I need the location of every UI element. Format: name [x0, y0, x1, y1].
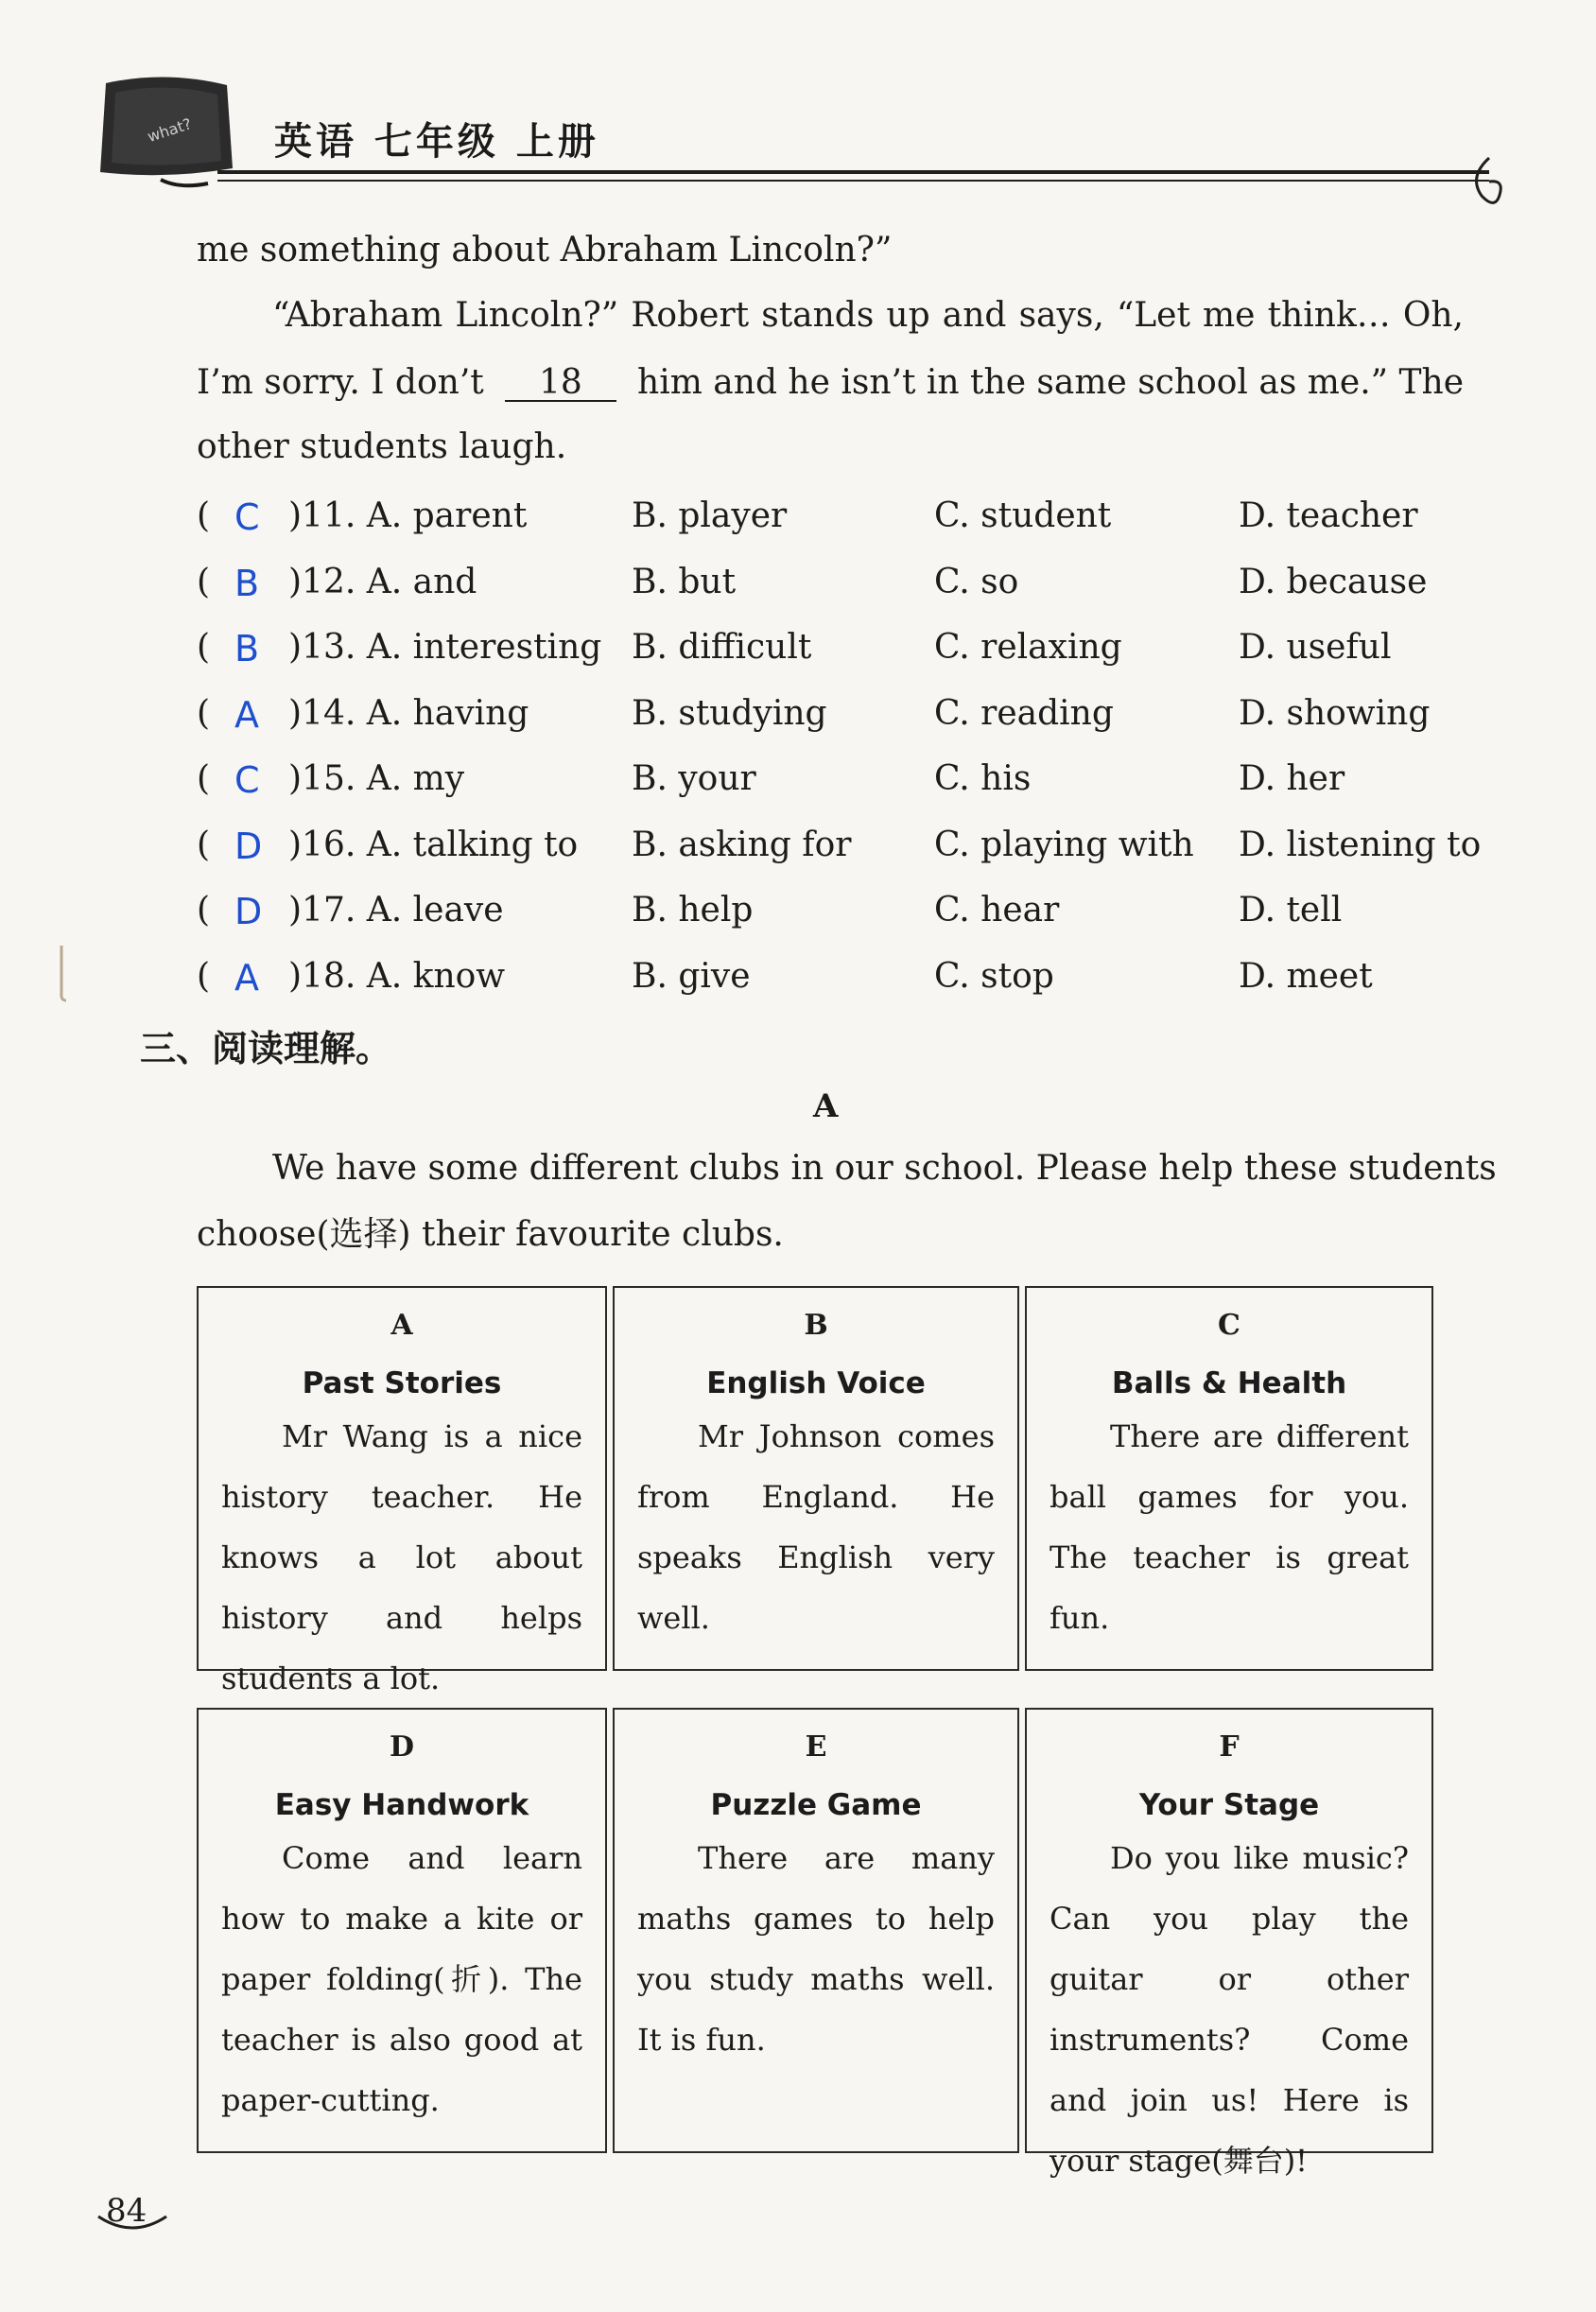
- answer-mark: C: [234, 759, 260, 801]
- option-d: D. useful: [1239, 628, 1392, 667]
- swirl-ornament-icon: [1461, 153, 1508, 219]
- club-title: Your Stage: [1138, 1788, 1320, 1822]
- passage-line-3-after: him and he isn’t in the same school as me.” The: [637, 363, 1464, 402]
- page-number: 84: [106, 2192, 147, 2230]
- club-description: There are many maths games to help you study maths well. It is fun.: [637, 1840, 995, 2058]
- margin-mark: [55, 946, 68, 1002]
- header-rule: [217, 170, 1489, 174]
- option-a: )17. A. leave: [288, 891, 504, 930]
- answer-mark: D: [234, 826, 263, 867]
- option-a: )14. A. having: [288, 694, 529, 733]
- club-description: Come and learn how to make a kite or paper folding(折). The teacher is also good at paper-cutting.: [221, 1840, 582, 2118]
- option-d: D. tell: [1239, 891, 1343, 930]
- club-description: There are different ball games for you. The teacher is great fun.: [1050, 1418, 1409, 1636]
- club-box: [1025, 1286, 1433, 1671]
- option-d: D. showing: [1239, 694, 1431, 733]
- club-title: Puzzle Game: [710, 1788, 922, 1822]
- option-a: )15. A. my: [288, 759, 465, 798]
- club-box: [613, 1708, 1019, 2153]
- answer-mark: A: [234, 957, 259, 999]
- club-title: English Voice: [706, 1366, 926, 1400]
- option-a: )13. A. interesting: [288, 628, 602, 667]
- passage-line-3: [197, 363, 1464, 402]
- club-box: [197, 1708, 607, 2153]
- option-c: C. so: [934, 563, 1019, 601]
- question-paren: (: [197, 826, 211, 864]
- passage-line-2-text: “Abraham Lincoln?” Robert stands up and says, “Let me think… Oh,: [272, 296, 1464, 335]
- option-a: )18. A. know: [288, 957, 506, 996]
- option-b: B. give: [632, 957, 751, 996]
- question-paren: (: [197, 957, 211, 996]
- club-box: [197, 1286, 607, 1696]
- logo-text: what?: [145, 114, 194, 147]
- option-d: D. meet: [1239, 957, 1373, 996]
- part-label: A: [813, 1087, 839, 1125]
- answer-mark: B: [234, 563, 260, 604]
- intro-line-1-text: We have some different clubs in our school. Please help these students: [272, 1149, 1497, 1188]
- passage-line-3-before: I’m sorry. I don’t: [197, 363, 484, 402]
- blank-18: 18: [505, 366, 616, 402]
- intro-line-2: choose(选择) their favourite clubs.: [197, 1215, 784, 1254]
- question-paren: (: [197, 694, 211, 733]
- club-letter: D: [389, 1730, 414, 1764]
- option-c: C. playing with: [934, 826, 1194, 864]
- option-d: D. listening to: [1239, 826, 1482, 864]
- option-c: C. stop: [934, 957, 1054, 996]
- answer-mark: D: [234, 891, 263, 932]
- question-paren: (: [197, 891, 211, 930]
- club-box: [613, 1286, 1019, 1671]
- passage-line-2: [272, 296, 1464, 335]
- option-d: D. teacher: [1239, 496, 1418, 535]
- club-title: Balls & Health: [1111, 1366, 1347, 1400]
- option-a: )16. A. talking to: [288, 826, 579, 864]
- option-c: C. relaxing: [934, 628, 1122, 667]
- option-c: C. student: [934, 496, 1112, 535]
- club-title: Easy Handwork: [274, 1788, 529, 1822]
- option-b: B. help: [632, 891, 754, 930]
- question-paren: (: [197, 628, 211, 667]
- option-b: B. player: [632, 496, 788, 535]
- club-letter: B: [804, 1309, 828, 1342]
- club-letter: F: [1219, 1730, 1240, 1764]
- club-description: Mr Johnson comes from England. He speaks English very well.: [637, 1418, 995, 1636]
- answer-mark: B: [234, 628, 260, 669]
- option-c: C. reading: [934, 694, 1114, 733]
- club-box: [1025, 1708, 1433, 2179]
- option-d: D. because: [1239, 563, 1428, 601]
- club-letter: E: [805, 1730, 827, 1764]
- option-b: B. difficult: [632, 628, 812, 667]
- option-a: )11. A. parent: [288, 496, 528, 535]
- option-d: D. her: [1239, 759, 1345, 798]
- option-a: )12. A. and: [288, 563, 477, 601]
- passage-line-4: other students laugh.: [197, 427, 567, 466]
- option-b: B. your: [632, 759, 756, 798]
- option-c: C. his: [934, 759, 1032, 798]
- question-paren: (: [197, 496, 211, 535]
- option-b: B. but: [632, 563, 737, 601]
- book-title: 英语 七年级 上册: [274, 120, 599, 164]
- question-paren: (: [197, 563, 211, 601]
- question-paren: (: [197, 759, 211, 798]
- option-c: C. hear: [934, 891, 1060, 930]
- club-description: Mr Wang is a nice history teacher. He knows a lot about history and helps students a lot.: [221, 1418, 582, 1696]
- answer-mark: A: [234, 694, 259, 736]
- section-heading: 三、阅读理解。: [140, 1028, 392, 1069]
- club-title: Past Stories: [302, 1366, 502, 1400]
- intro-line-1: [272, 1149, 1497, 1188]
- club-letter: A: [390, 1309, 413, 1342]
- passage-line-1: me something about Abraham Lincoln?”: [197, 231, 893, 269]
- club-letter: C: [1218, 1309, 1240, 1342]
- club-description: Do you like music? Can you play the guitar or other instruments? Come and join us! Here is your stage(舞台)!: [1050, 1840, 1409, 2179]
- blackboard-logo-icon: [95, 74, 236, 192]
- option-b: B. asking for: [632, 826, 852, 864]
- answer-mark: C: [234, 496, 260, 538]
- header-rule-thin: [217, 180, 1489, 182]
- option-b: B. studying: [632, 694, 827, 733]
